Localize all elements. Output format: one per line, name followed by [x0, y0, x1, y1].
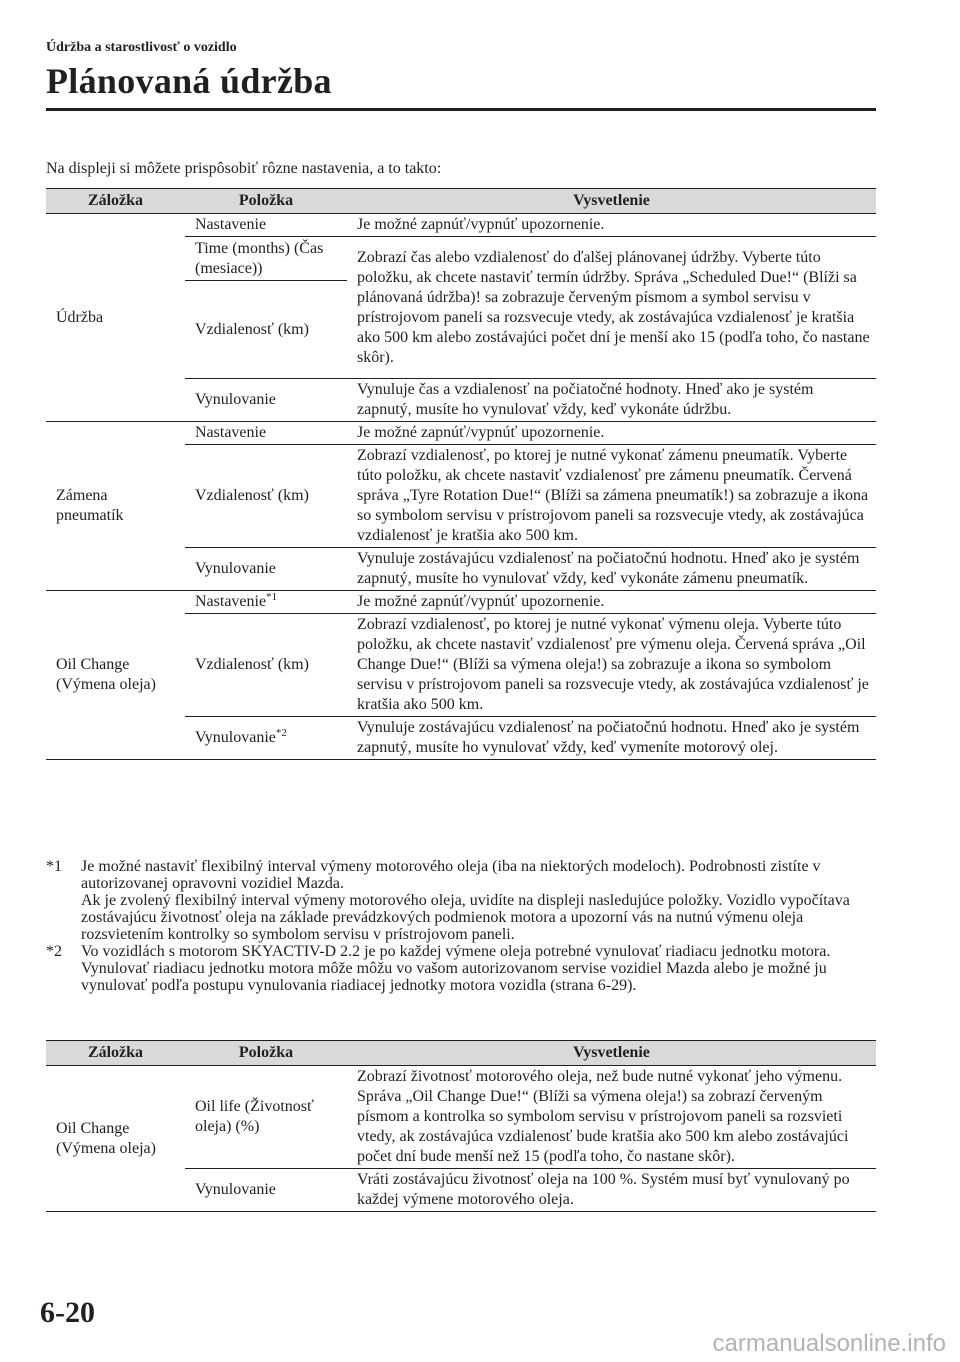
item-reset: Vynulovanie: [185, 1169, 347, 1212]
item-reset-label: Vynulovanie: [195, 729, 276, 746]
item-distance: Vzdialenosť (km): [185, 614, 347, 717]
tab-tyre-rotation: Zámena pneumatík: [46, 422, 185, 591]
header-item: Položka: [185, 189, 347, 214]
item-time: Time (months) (Čas (mesiace)): [185, 237, 347, 281]
footnote-2: [46, 943, 876, 994]
footnote-ref-2: *2: [275, 727, 287, 739]
item-setting: Nastavenie: [185, 214, 347, 237]
footnote-1: [46, 858, 876, 943]
item-reset: [185, 717, 347, 760]
description: Vráti zostávajúcu životnosť oleja na 100 %. Systém musí byť vynulovaný po každej výmene motorového oleja.: [347, 1169, 876, 1212]
description: Je možné zapnúť/vypnúť upozornenie.: [347, 214, 876, 237]
header-tab: Záložka: [46, 189, 185, 214]
settings-table: [46, 188, 876, 760]
description: Zobrazí vzdialenosť, po ktorej je nutné vykonať výmenu oleja. Vyberte túto položku, ak chcete nastaviť vzdialenosť pre výmenu oleja. Červená správa „Oil Change Due!“ (Blíži sa výmena oleja!) sa zobrazuje a ikona so symbolom servisu v prístrojovom paneli sa rozsvecuje vtedy, ak zostávajúca vzdialenosť je kratšia ako 500 km.: [347, 614, 876, 717]
footnote-text: Ak je zvolený flexibilný interval výmeny motorového oleja, uvidíte na displeji nasledujúce položky. Vozidlo vypočítava zostávajúcu životnosť oleja na základe prevádzkových podmienok motora a upozorní vás na nutnú výmenu oleja rozsvietením kontrolky so symbolom servisu v prístrojovom paneli.: [81, 892, 850, 943]
table-header-row: [46, 189, 876, 214]
description: Je možné zapnúť/vypnúť upozornenie.: [347, 591, 876, 614]
table-row: [46, 214, 876, 237]
oil-life-table: [46, 1040, 876, 1212]
table-header-row: [46, 1041, 876, 1066]
description: Vynuluje čas a vzdialenosť na počiatočné hodnoty. Hneď ako je systém zapnutý, musíte ho vynulovať vždy, keď vykonáte údržbu.: [347, 379, 876, 422]
footnotes: [46, 858, 876, 994]
footnote-text: Vo vozidlách s motorom SKYACTIV-D 2.2 je po každej výmene oleja potrebné vynulovať riadiacu jednotku motora.: [81, 943, 831, 960]
footnote-mark: *2: [46, 943, 62, 960]
section-label: Údržba a starostlivosť o vozidlo: [46, 40, 237, 55]
item-setting: [185, 591, 347, 614]
item-oil-life: Oil life (Životnosť oleja) (%): [185, 1066, 347, 1169]
item-reset: Vynulovanie: [185, 379, 347, 422]
tab-oil-change: Oil Change (Výmena oleja): [46, 591, 185, 760]
item-setting-label: Nastavenie: [195, 593, 267, 610]
header-description: Vysvetlenie: [347, 189, 876, 214]
intro-text: Na displeji si môžete prispôsobiť rôzne nastavenia, a to takto:: [46, 160, 442, 177]
item-reset: Vynulovanie: [185, 548, 347, 591]
footnote-text: Je možné nastaviť flexibilný interval výmeny motorového oleja (iba na niektorých modeloch). Podrobnosti zistíte v autorizovanej opravovni vozidiel Mazda.: [81, 858, 821, 892]
description: Vynuluje zostávajúcu vzdialenosť na počiatočnú hodnotu. Hneď ako je systém zapnutý, musíte ho vynulovať vždy, keď vymeníte motorový olej.: [347, 717, 876, 760]
page-number: 6-20: [40, 1296, 95, 1329]
description: Vynuluje zostávajúcu vzdialenosť na počiatočnú hodnotu. Hneď ako je systém zapnutý, musíte ho vynulovať vždy, keď vykonáte zámenu pneumatík.: [347, 548, 876, 591]
table-row: [46, 591, 876, 614]
item-distance: Vzdialenosť (km): [185, 281, 347, 379]
header-tab: Záložka: [46, 1041, 185, 1066]
table-row: [46, 1066, 876, 1169]
footnote-ref-1: *1: [266, 591, 278, 603]
description: Zobrazí čas alebo vzdialenosť do ďalšej plánovanej údržby. Vyberte túto položku, ak chcete nastaviť termín údržby. Správa „Scheduled Due!“ (Blíži sa plánovaná údržba)! sa zobrazuje červeným písmom a symbol servisu v prístrojovom paneli sa rozsvecuje vtedy, ak zostávajúca vzdialenosť je kratšia ako 500 km alebo zostávajúci počet dní je menší ako 15 (podľa toho, čo nastane skôr).: [347, 237, 876, 379]
item-setting: Nastavenie: [185, 422, 347, 445]
table-row: [46, 422, 876, 445]
footnote-text: Vynulovať riadiacu jednotku motora môže môžu vo vašom autorizovanom servise vozidiel Mazda alebo je možné ju vynulovať podľa postupu vynulovania riadiacej jednotky motora vozidla (strana 6-29).: [81, 960, 827, 994]
tab-oil-change: Oil Change (Výmena oleja): [46, 1066, 185, 1212]
header-item: Položka: [185, 1041, 347, 1066]
page-title: Plánovaná údržba: [46, 61, 332, 101]
title-divider: [46, 108, 876, 111]
header-description: Vysvetlenie: [347, 1041, 876, 1066]
footnote-mark: *1: [46, 858, 62, 875]
description: Je možné zapnúť/vypnúť upozornenie.: [347, 422, 876, 445]
description: Zobrazí vzdialenosť, po ktorej je nutné vykonať zámenu pneumatík. Vyberte túto položku, ak chcete nastaviť vzdialenosť pre zámenu pneumatík. Červená správa „Tyre Rotation Due!“ (Blíži sa zámena pneumatík!) sa zobrazuje a ikona so symbolom servisu v prístrojovom paneli sa rozsvecuje vtedy, ak zostávajúca vzdialenosť je kratšia ako 500 km.: [347, 445, 876, 548]
description: Zobrazí životnosť motorového oleja, než bude nutné vykonať jeho výmenu. Správa „Oil Change Due!“ (Blíži sa výmena oleja!) sa zobrazí červeným písmom a kontrolka so symbolom servisu v prístrojovom paneli sa rozsvieti vtedy, ak zostávajúca vzdialenosť bude kratšia ako 500 km alebo zostávajúci počet dní bude menší než 15 (podľa toho, čo nastane skôr).: [347, 1066, 876, 1169]
watermark: carmanualsonline.info: [712, 1330, 946, 1357]
tab-maintenance: Údržba: [46, 214, 185, 422]
item-distance: Vzdialenosť (km): [185, 445, 347, 548]
